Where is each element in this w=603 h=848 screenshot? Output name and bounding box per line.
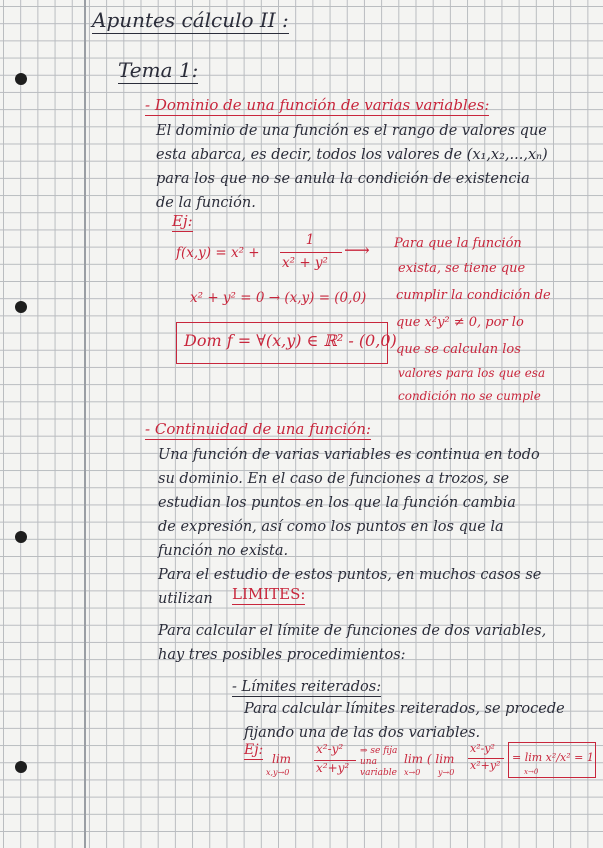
body-line: Para calcular el límite de funciones de dos variables,: [158, 623, 547, 639]
fraction-numerator: 1: [305, 232, 315, 248]
fix-variable-note: ⇒ se fija una variable: [360, 746, 398, 778]
note-line: exista, se tiene que: [398, 261, 526, 276]
fraction-bar: [280, 252, 342, 253]
fraction-denominator: x²+y²: [470, 759, 501, 772]
limit-subscript: x,y→0: [266, 768, 290, 777]
limit-subscript: y→0: [438, 768, 455, 777]
limit-result: = lim x²/x² = 1: [512, 751, 594, 764]
body-line: para los que no se anula la condición de existencia: [156, 171, 530, 187]
example-label: Ej:: [172, 212, 193, 230]
note-line: que se calculan los: [396, 342, 521, 357]
note-line: valores para los que esa: [398, 366, 546, 380]
body-line: hay tres posibles procedimientos:: [158, 647, 406, 663]
function-formula: f(x,y) = x² +: [176, 245, 260, 261]
body-line: Para el estudio de estos puntos, en muchos casos se: [158, 567, 542, 583]
body-line: Para calcular límites reiterados, se procede: [244, 701, 565, 717]
note-line: que x²y² ≠ 0, por lo: [396, 315, 524, 330]
binder-hole: [15, 531, 27, 543]
fraction-denominator: x² + y²: [282, 255, 328, 271]
note-line: cumplir la condición de: [396, 288, 551, 303]
limit-subscript: x→0: [404, 768, 421, 777]
binder-hole: [15, 761, 27, 773]
note-line: condición no se cumple: [398, 389, 541, 403]
fraction-numerator: x²-y²: [316, 742, 344, 756]
example-label: Ej:: [244, 742, 264, 758]
body-line: estudian los puntos en los que la función cambia: [158, 495, 516, 511]
limit-operator: lim: [272, 752, 292, 766]
tema-heading: Tema 1:: [118, 58, 199, 82]
margin-line: [84, 0, 86, 848]
arrow-icon: ⟶: [344, 240, 370, 261]
iterated-limit: lim ( lim: [404, 752, 455, 766]
fraction-denominator: x²+y²: [316, 761, 350, 775]
body-line: fijando una de las dos variables.: [244, 725, 481, 741]
page-title: Apuntes cálculo II :: [92, 8, 289, 32]
section-continuity-heading: - Continuidad de una función:: [145, 420, 371, 438]
subsection-heading: - Límites reiterados:: [232, 679, 382, 695]
body-line: El dominio de una función es el rango de valores que: [156, 123, 547, 139]
limits-keyword: LIMITES:: [232, 585, 306, 603]
body-line: utilizan: [158, 591, 213, 607]
singularity-equation: x² + y² = 0 → (x,y) = (0,0): [190, 290, 367, 306]
body-line: Una función de varias variables es continua en todo: [158, 447, 540, 463]
binder-hole: [15, 73, 27, 85]
note-line: Para que la función: [394, 236, 522, 251]
body-line: esta abarca, es decir, todos los valores de (x₁,x₂,...,xₙ): [156, 147, 548, 163]
binder-hole: [15, 301, 27, 313]
body-line: su dominio. En el caso de funciones a trozos, se: [158, 471, 510, 487]
body-line: función no exista.: [158, 543, 289, 559]
section-domain-heading: - Dominio de una función de varias variables:: [145, 96, 490, 114]
domain-result: Dom f = ∀(x,y) ∈ ℝ² - (0,0): [184, 331, 397, 350]
fraction-numerator: x²-y²: [470, 742, 495, 755]
body-line: de la función.: [156, 195, 256, 211]
limit-subscript: x→0: [524, 768, 539, 776]
body-line: de expresión, así como los puntos en los que la: [158, 519, 504, 535]
